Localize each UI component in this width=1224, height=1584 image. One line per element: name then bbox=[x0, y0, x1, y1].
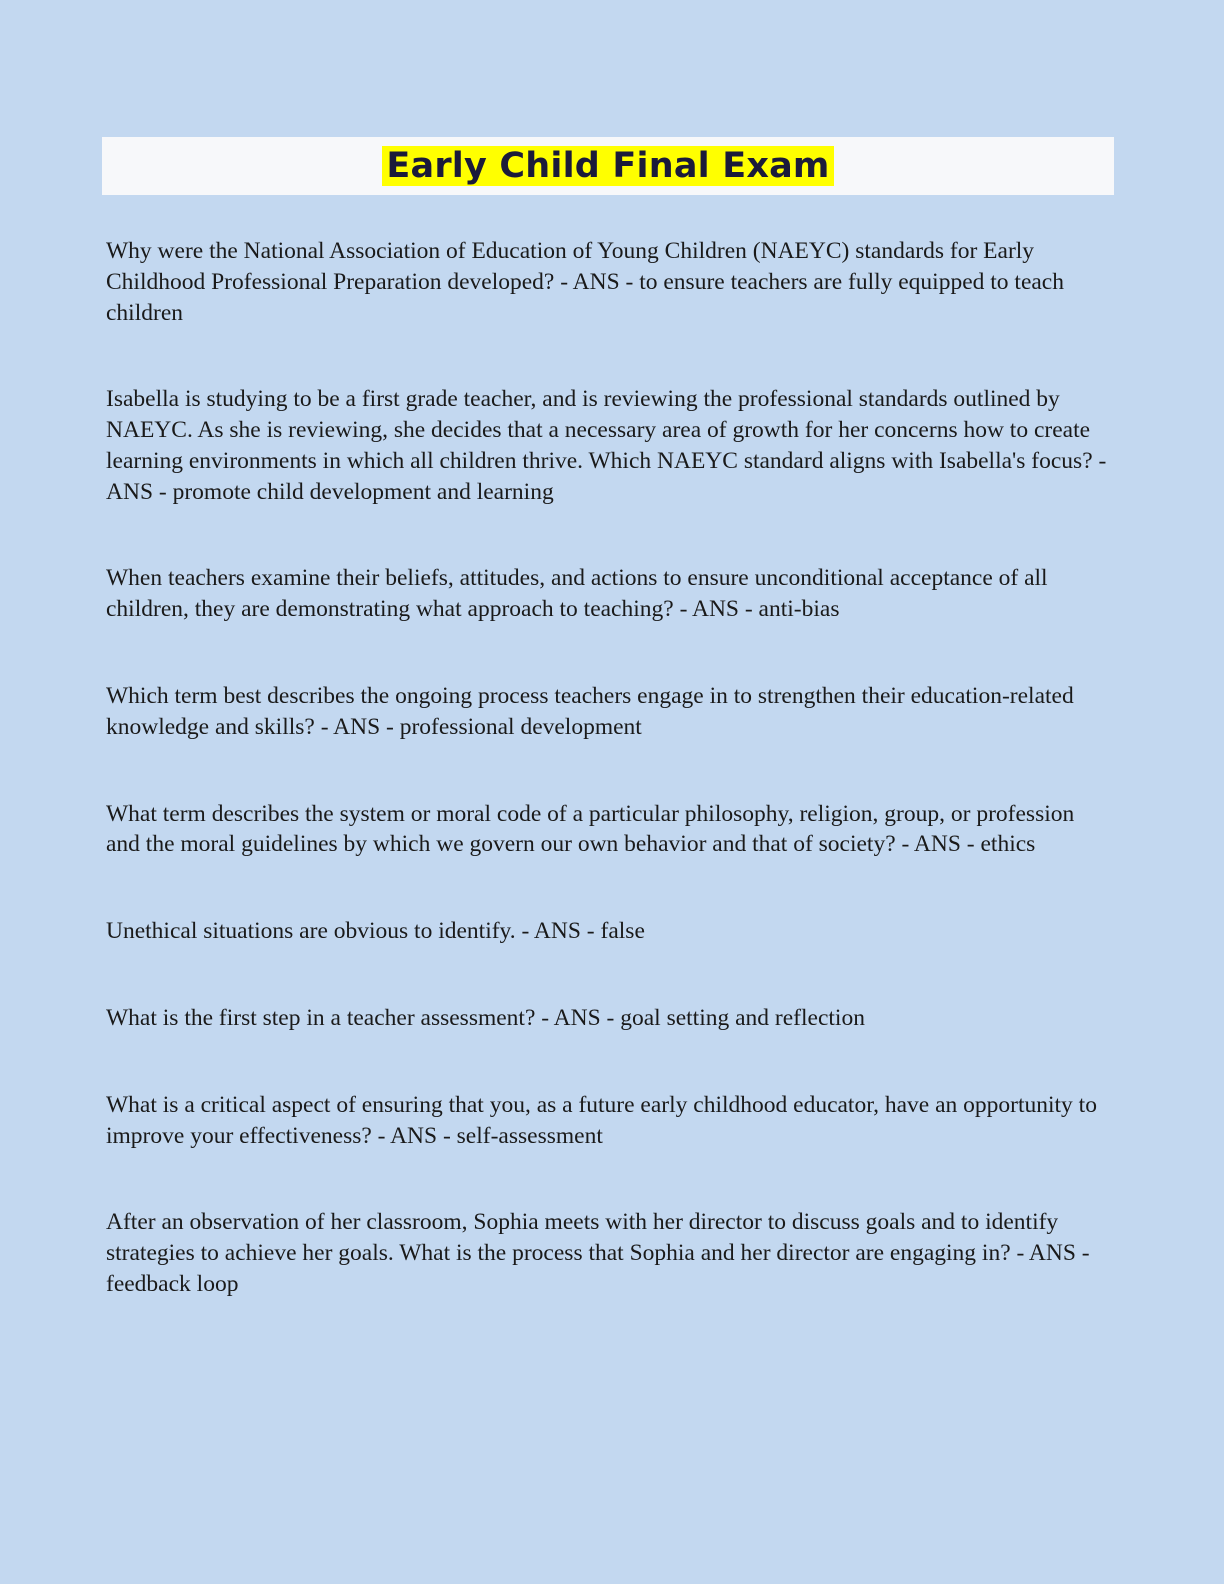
qa-item: After an observation of her classroom, Sophia meets with her director to discuss goals and to identify strategies to achieve her goals. What is the process that Sophia and her director are engaging in? - ANS - feedback loop bbox=[106, 1209, 1090, 1297]
qa-item: What is the first step in a teacher assessment? - ANS - goal setting and reflection bbox=[106, 1004, 865, 1031]
qa-item: Why were the National Association of Education of Young Children (NAEYC) standards for Early Childhood Professional Preparation developed? - ANS - to ensure teachers are fully equipped to teach children bbox=[106, 238, 1064, 326]
page-title: Early Child Final Exam bbox=[382, 146, 833, 186]
qa-item: Unethical situations are obvious to identify. - ANS - false bbox=[106, 918, 645, 945]
qa-item: When teachers examine their beliefs, attitudes, and actions to ensure unconditional acceptance of all children, they are demonstrating what approach to teaching? - ANS - anti-bias bbox=[106, 565, 1048, 623]
qa-item: Isabella is studying to be a first grade teacher, and is reviewing the professional standards outlined by NAEYC. As she is reviewing, she decides that a necessary area of growth for her concerns how to create learning environments in which all children thrive. Which NAEYC standard aligns with Isabella's focus? - ANS - promote child development and learning bbox=[106, 386, 1107, 505]
qa-item: Which term best describes the ongoing process teachers engage in to strengthen their education-related knowledge and skills? - ANS - professional development bbox=[106, 683, 1074, 740]
title-banner bbox=[102, 137, 1114, 195]
question-answer-list bbox=[106, 236, 1112, 1300]
qa-item: What term describes the system or moral code of a particular philosophy, religion, group, or profession and the moral guidelines by which we govern our own behavior and that of society? - ANS - ethics bbox=[106, 800, 1075, 858]
qa-item: What is a critical aspect of ensuring that you, as a future early childhood educator, have an opportunity to improve your effectiveness? - ANS - self-assessment bbox=[106, 1091, 1097, 1149]
